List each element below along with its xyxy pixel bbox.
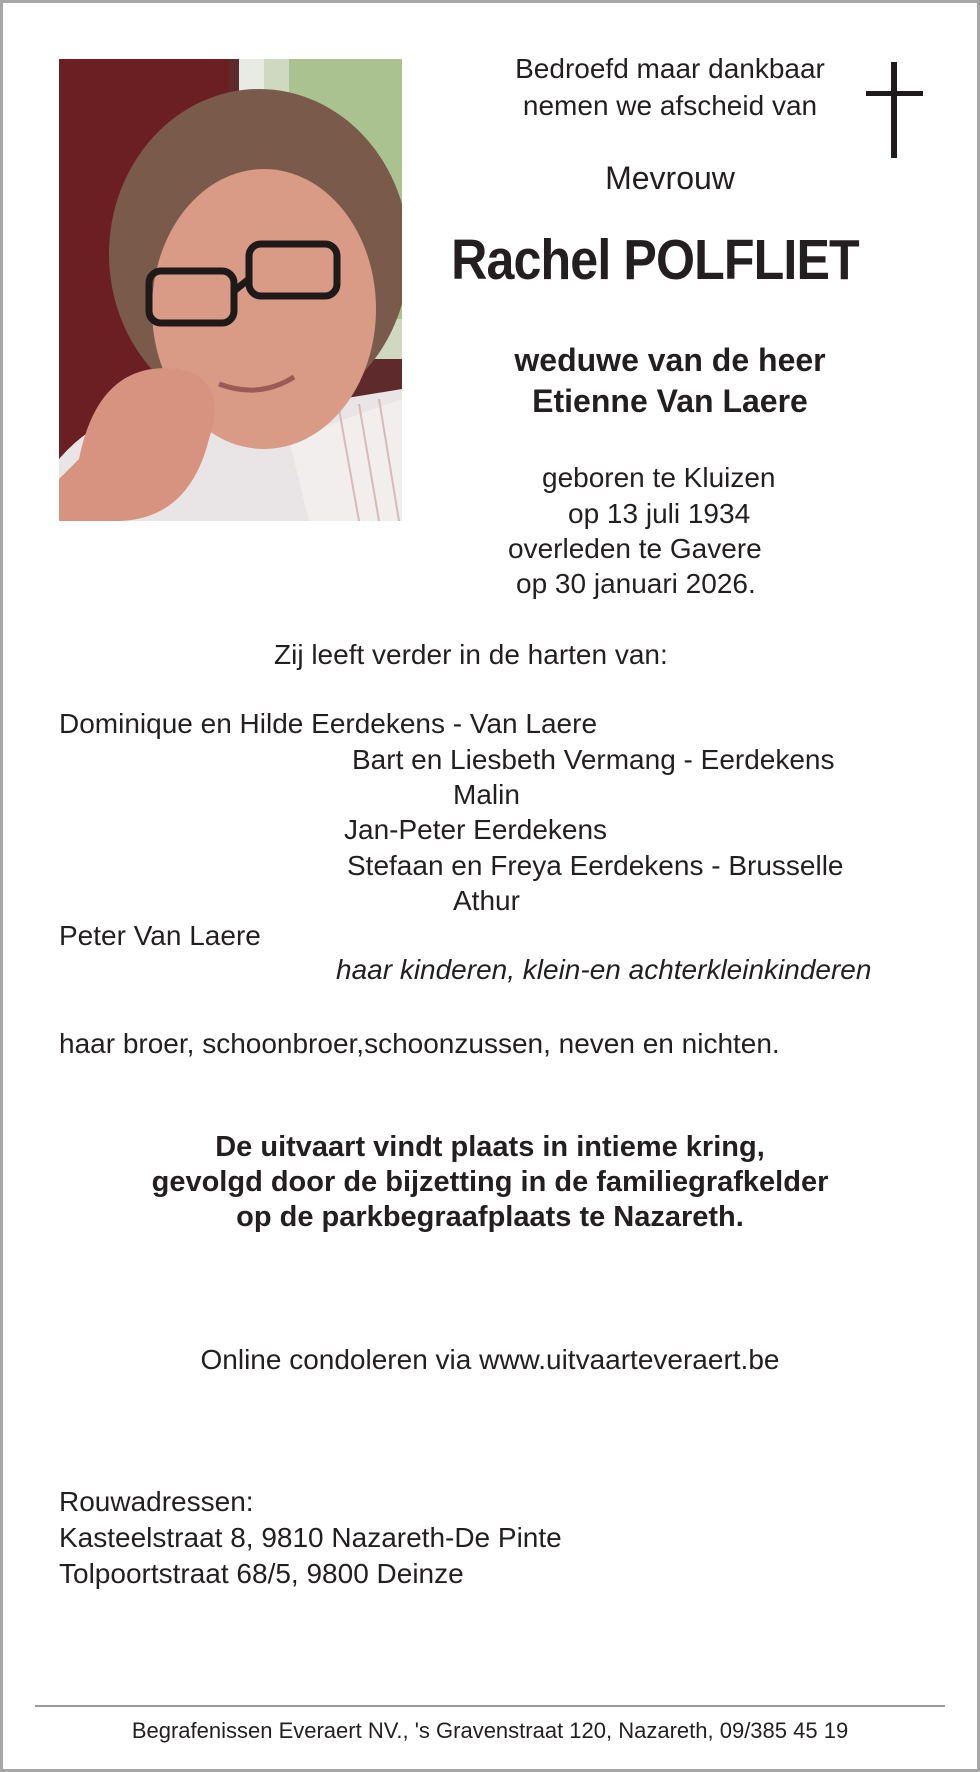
spouse-info (450, 340, 890, 422)
portrait-photo (59, 59, 402, 521)
addresses (59, 1484, 562, 1592)
family-line-7: Peter Van Laere (59, 920, 261, 951)
funeral-line-2: gevolgd door de bijzetting in de familiegrafkelder (151, 1166, 829, 1198)
title: Mevrouw (605, 160, 735, 196)
address-line-1: Kasteelstraat 8, 9810 Nazareth-De Pinte (59, 1522, 562, 1553)
deceased-name: Rachel POLFLIET (451, 228, 859, 292)
footer-text: Begrafenissen Everaert NV., 's Gravenstraat 120, Nazareth, 09/385 45 19 (131, 1718, 849, 1743)
birth-place: geboren te Kluizen (542, 462, 776, 493)
family-line-1: Dominique en Hilde Eerdekens - Van Laere (59, 708, 598, 739)
spouse-line-2: Etienne Van Laere (532, 383, 808, 419)
intro-line-2: nemen we afscheid van (522, 90, 818, 121)
death-place: overleden te Gavere (508, 533, 762, 564)
address-line-2: Tolpoortstraat 68/5, 9800 Deinze (59, 1558, 464, 1589)
cross-icon-bar (866, 91, 923, 96)
family-caption: haar kinderen, klein-en achterkleinkinderen (336, 954, 872, 985)
lives-on-text: Zij leeft verder in de harten van: (274, 639, 668, 670)
death-date: op 30 januari 2026. (516, 568, 756, 599)
addresses-heading: Rouwadressen: (59, 1486, 254, 1517)
relatives-text: haar broer, schoonbroer,schoonzussen, neven en nichten. (59, 1028, 780, 1059)
family-line-5: Stefaan en Freya Eerdekens - Brusselle (347, 850, 844, 881)
intro-text (470, 50, 870, 124)
birth-date: op 13 juli 1934 (568, 498, 751, 529)
family-line-3: Malin (453, 779, 520, 810)
funeral-line-3: op de parkbegraafplaats te Nazareth. (236, 1201, 744, 1233)
family-line-2: Bart en Liesbeth Vermang - Eerdekens (352, 744, 835, 775)
intro-line-1: Bedroefd maar dankbaar (515, 53, 825, 84)
cross-icon (891, 62, 897, 158)
spouse-line-1: weduwe van de heer (514, 342, 826, 378)
portrait-illustration (59, 59, 402, 521)
family-line-4: Jan-Peter Eerdekens (344, 814, 608, 845)
funeral-info (40, 1130, 940, 1235)
footer-divider (35, 1705, 945, 1707)
family-line-6: Athur (453, 885, 520, 916)
funeral-line-1: De uitvaart vindt plaats in intieme kring, (215, 1131, 765, 1163)
condolences-text: Online condoleren via www.uitvaarteveraert.be (200, 1344, 780, 1375)
